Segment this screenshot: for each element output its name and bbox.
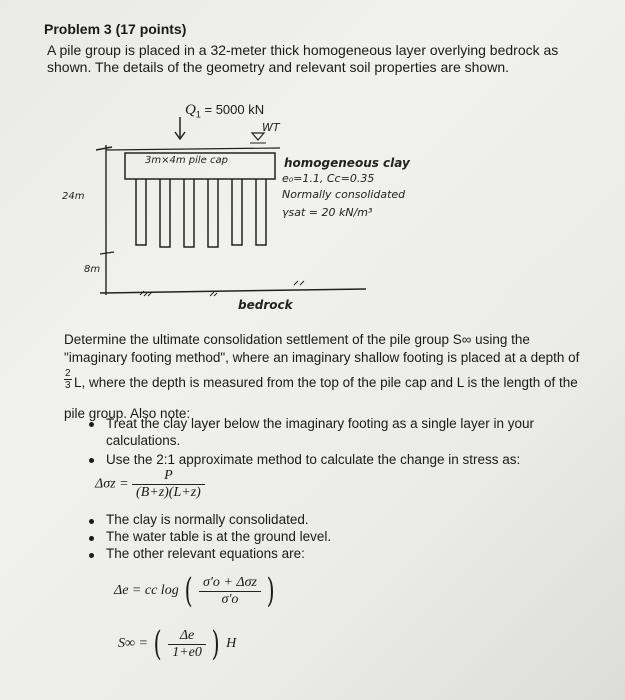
soil-line-3: Normally consolidated [282,188,406,201]
settlement-equation: S∞ = ( $\frac{\Delta e}{1+e0}$ ) H [118,624,237,664]
two-thirds-fraction: 2 3 [65,368,71,391]
piles [136,179,266,247]
wt-label: WT [262,121,280,134]
determine-line-1: Determine the ultimate consolidation settlement of the pile group S∞ using the [64,332,530,347]
water-table-icon [252,133,264,140]
bullet-5: The other relevant equations are: [106,546,305,561]
problem-title: Problem 3 (17 points) [44,21,187,37]
bullet-dot [89,458,94,463]
void-ratio-equation: Δe = cc log ( $\frac{\text{σ′o + Δσz}}{\sigma'o}$ ) [114,571,276,611]
bedrock-line [100,289,366,293]
soil-line-4: γsat = 20 kN/m³ [282,206,373,219]
bullet-1: Treat the clay layer below the imaginary footing as a single layer in your calculations. [106,416,534,448]
bullet-2: Use the 2:1 approximate method to calculate the change in stress as: [106,452,521,467]
bullet-4: The water table is at the ground level. [106,529,332,544]
problem-intro: A pile group is placed in a 32-meter thick homogeneous layer overlying bedrock as shown. The details of the geometry and relevant soil properties are shown. [47,42,559,75]
stress-equation: Δσz = $\frac{P}{(B+z)(L+z)}$ [95,468,205,501]
depth-label-upper: 24m [62,191,85,202]
depth-label-lower: 8m [84,264,101,275]
ground-line [106,148,280,150]
bullet-dot [89,422,94,427]
soil-line-2: e₀=1.1, Cc=0.35 [282,172,375,185]
bullet-3: The clay is normally consolidated. [106,512,309,527]
pile-cap-label: 3m×4m pile cap [145,155,228,166]
bullet-dot [89,519,94,524]
load-label: $Q_1 = 5000$ kN [185,102,265,120]
determine-line-2: "imaginary footing method", where an imaginary shallow footing is placed at a depth of [64,350,580,365]
determine-line-3: L, where the depth is measured from the top of the pile cap and L is the length of the [74,375,578,390]
bedrock-label: bedrock [238,298,293,312]
determine-line-4: pile group. Also note: [64,406,191,421]
bullet-dot [89,553,94,558]
soil-line-1: homogeneous clay [284,156,410,170]
bullet-dot [89,536,94,541]
